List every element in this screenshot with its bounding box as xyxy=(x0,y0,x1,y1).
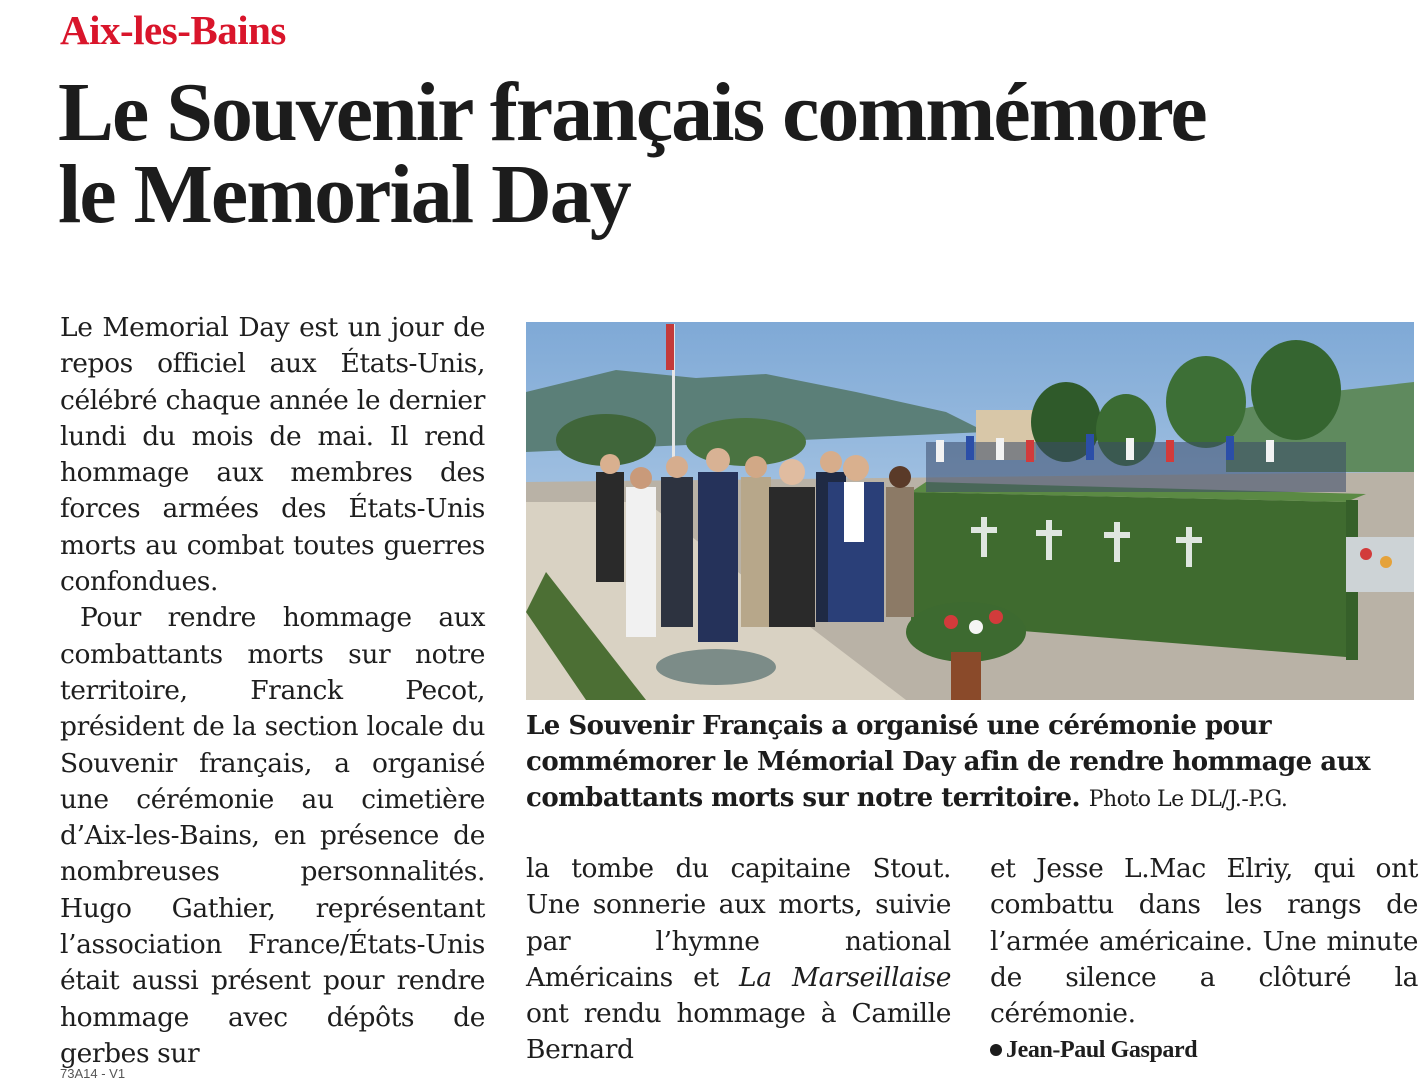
ceremony-photo xyxy=(526,322,1414,700)
paragraph-4: et Jesse L.Mac Elriy, qui ont combattu dans les rangs de l’armée américaine. Une minute de silence a clôturé la cérémonie. xyxy=(990,853,1418,1030)
photo-credit: Photo Le DL/J.-P.G. xyxy=(1088,787,1288,812)
paragraph-3-text-b: ont rendu hommage à Camille Bernard xyxy=(526,998,951,1066)
page-folio: 73A14 - V1 xyxy=(60,1066,126,1081)
article-column-1 xyxy=(60,310,485,1072)
paragraph-1: Le Memorial Day est un jour de repos officiel aux États-Unis, célébré chaque année le dernier lundi du mois de mai. Il rend hommage aux membres des forces armées des États-Unis morts au combat toutes guerres confondues. xyxy=(60,312,485,598)
paragraph-2: Pour rendre hommage aux combattants morts sur notre territoire, Franck Pecot, président de la section locale du Souvenir français, a organisé une cérémonie au cimetière d’Aix-les-Bains, en présence de nombreuses personnalités. Hugo Gathier, représentant l’association France/États-Unis était aussi présent pour rendre hommage avec dépôts de gerbes sur xyxy=(60,602,485,1069)
headline-line-1: Le Souvenir français commémore xyxy=(58,66,1206,159)
section-kicker: Aix-les-Bains xyxy=(60,7,286,53)
paragraph-3 xyxy=(526,851,951,1069)
headline-line-2: le Memorial Day xyxy=(58,148,630,241)
article-column-2 xyxy=(526,851,951,1069)
article-headline xyxy=(58,66,1388,241)
author-signature xyxy=(990,1032,1418,1068)
marseillaise-title: La Marseillaise xyxy=(739,961,952,993)
paragraph-3-text-a: la tombe du capitaine Stout. Une sonnerie aux morts, suivie par l’hymne national Américains et xyxy=(526,853,951,993)
caption-text: Le Souvenir Français a organisé une cérémonie pour commémorer le Mémorial Day afin de rendre hommage aux combattants morts sur notre territoire. xyxy=(526,711,1371,813)
photo-caption xyxy=(526,708,1416,818)
bullet-icon xyxy=(990,1044,1002,1056)
author-name: Jean-Paul Gaspard xyxy=(1006,1037,1198,1064)
article-column-3 xyxy=(990,851,1418,1069)
